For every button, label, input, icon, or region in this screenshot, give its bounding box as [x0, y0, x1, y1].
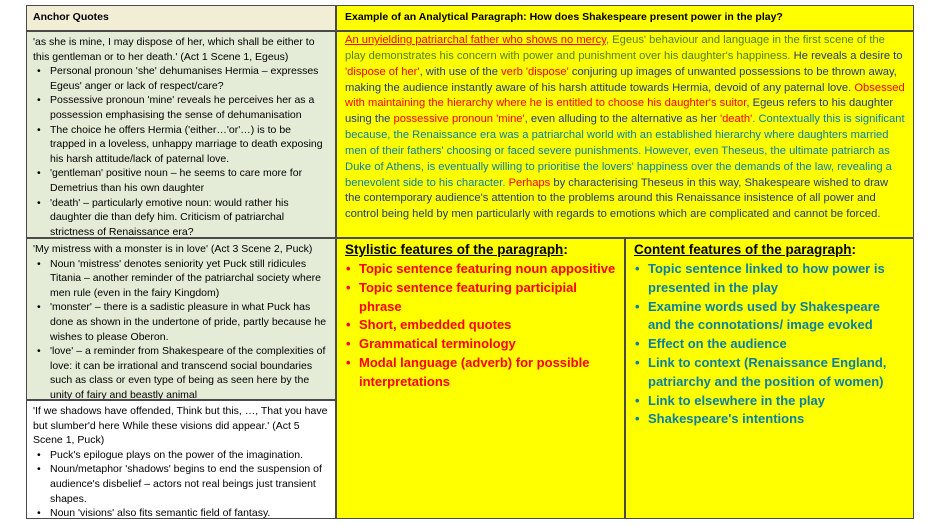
- content-features-panel: [625, 238, 914, 519]
- stylistic-features-panel: [336, 238, 625, 519]
- analysis-point: • 'monster' – there is a sadistic pleasure in what Puck has done as shown in the undertone of pride, partly because he wishes to please Oberon.: [33, 300, 329, 344]
- paragraph-text: He reveals a desire to: [790, 49, 903, 62]
- content-features-title: Content features of the paragraph: [634, 242, 852, 257]
- stylistic-feature: • Topic sentence featuring participial phrase: [345, 279, 616, 317]
- quote-analysis-list: [33, 64, 329, 238]
- analytical-paragraph: [336, 31, 914, 238]
- paragraph-text: , Egeus' behaviour and language in the first scene of the play demonstrates his concern with power and punishment over his daughter's happiness.: [345, 34, 885, 62]
- stylistic-features-title: Stylistic features of the paragraph: [345, 242, 564, 257]
- analysis-point: • Noun/metaphor 'shadows' begins to end the suspension of audience's disbelief – actors not real beings just transient shapes.: [33, 462, 329, 506]
- paragraph-text: , with use of the: [419, 65, 502, 78]
- content-feature: • Link to elsewhere in the play: [634, 392, 905, 411]
- paragraph-text: by characterising Theseus in this way, Shakespeare wished to draw the contemporary audience's attention to the problems around this Renaissance insistence of all power and control being held by men particularly with regards to emotions which are complicated and cannot be forced.: [345, 176, 889, 221]
- stylistic-features-list: [345, 260, 616, 392]
- heading-colon: :: [563, 242, 568, 257]
- stylistic-feature: • Topic sentence featuring noun appositive: [345, 260, 616, 279]
- content-feature: • Effect on the audience: [634, 335, 905, 354]
- embedded-quote: 'death': [719, 113, 753, 126]
- example-paragraph-title: Example of an Analytical Paragraph: How does Shakespeare present power in the play?: [345, 11, 783, 23]
- anchor-quotes-header: [26, 5, 336, 31]
- content-feature: • Shakespeare's intentions: [634, 410, 905, 429]
- quote-text: 'If we shadows have offended, Think but this, …, That you have but slumber'd here While these visions did appear.' (Act 5 Scene 1, Puck): [33, 405, 328, 447]
- paragraph-text: , even alluding to the alternative as her: [524, 113, 720, 126]
- analysis-point: • Noun 'visions' also fits semantic field of fantasy.: [33, 506, 329, 519]
- quote-text: 'as she is mine, I may dispose of her, which shall be either to this gentleman or to her death.' (Act 1 Scene 1, Egeus): [33, 36, 315, 63]
- content-feature: • Examine words used by Shakespeare and the connotations/ image evoked: [634, 298, 905, 336]
- modal-adverb: Perhaps: [508, 176, 551, 189]
- content-feature: • Link to context (Renaissance England, patriarchy and the position of women): [634, 354, 905, 392]
- topic-sentence-appositive: An unyielding patriarchal father who shows no mercy: [345, 34, 606, 46]
- content-feature: • Topic sentence linked to how power is presented in the play: [634, 260, 905, 298]
- anchor-quotes-title: Anchor Quotes: [33, 11, 109, 23]
- paragraph-text: , Egeus refers to his daughter using the: [345, 97, 894, 126]
- analysis-point: • Puck's epilogue plays on the power of the imagination.: [33, 448, 329, 463]
- analysis-point: • The choice he offers Hermia ('either…'or'…) is to be trapped in a loveless, unhappy marriage to death exposing his harsh attitude/lack of paternal love.: [33, 123, 329, 167]
- content-features-heading: [634, 242, 905, 257]
- analysis-point: • Possessive pronoun 'mine' reveals he perceives her as a possession emphasising the sense of dehumanisation: [33, 93, 329, 122]
- example-paragraph-header: [336, 5, 914, 31]
- analysis-point: • Personal pronoun 'she' dehumanises Hermia – expresses Egeus' anger or lack of respect/care?: [33, 64, 329, 93]
- embedded-quote: 'dispose of her': [345, 65, 420, 78]
- quote-text: 'My mistress with a monster is in love' (Act 3 Scene 2, Puck): [33, 243, 313, 255]
- stylistic-feature: • Grammatical terminology: [345, 335, 616, 354]
- stylistic-feature: • Short, embedded quotes: [345, 316, 616, 335]
- context-text: . Contextually this is significant because, the Renaissance era was a patriarchal world with an established hierarchy where daughters married men of their fathers' choosing or faced severe punishments. However, even Theseus, the ultimate patriarch as Duke of Athens, is eventually willing to prioritise the lovers' happiness over the demands of the law, revealing a benevolent side to his character.: [345, 113, 905, 189]
- grammatical-term: verb 'dispose': [501, 65, 569, 78]
- analysis-point: • 'gentleman' positive noun – he seems to care more for Demetrius than his own daughter: [33, 166, 329, 195]
- topic-sentence-participial: Obsessed with maintaining the hierarchy where he is entitled to choose his daughter's suitor: [345, 81, 905, 110]
- paragraph-text: conjuring up images of unwanted possessions to be thrown away, making the audience instantly aware of his harsh attitude towards Hermia, devoid of any paternal love.: [345, 65, 897, 94]
- anchor-quote-3: [26, 400, 336, 519]
- analysis-point: • 'death' – particularly emotive noun: would rather his daughter die than defy him. Criticism of patriarchal strictness of Renaissance era?: [33, 196, 329, 238]
- quote-analysis-list: [33, 448, 329, 519]
- analysis-point: • Noun 'mistress' denotes seniority yet Puck still ridicules Titania – another reminder of the patriarchal society where men rule (even in the fairy Kingdom): [33, 257, 329, 301]
- heading-colon: :: [851, 242, 857, 257]
- quote-analysis-list: [33, 257, 329, 400]
- anchor-quote-2: [26, 238, 336, 400]
- grammatical-term: possessive pronoun 'mine': [393, 113, 525, 126]
- stylistic-features-heading: [345, 242, 616, 257]
- anchor-quote-1: [26, 31, 336, 238]
- content-features-list: [634, 260, 905, 429]
- analysis-point: • 'love' – a reminder from Shakespeare of the complexities of love: it can be irrational and transcend social boundaries such as class or even type of being as seen here by the unity of fairy and beastly animal: [33, 344, 329, 400]
- stylistic-feature: • Modal language (adverb) for possible interpretations: [345, 354, 616, 392]
